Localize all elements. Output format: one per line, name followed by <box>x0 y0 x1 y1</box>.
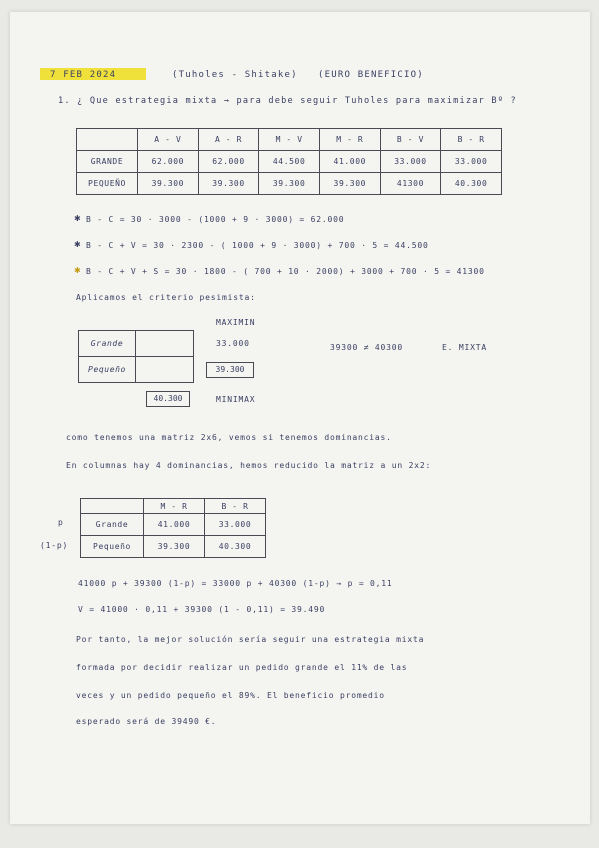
row-label: Pequeño <box>79 357 136 383</box>
formula-line: B - C = 30 · 3000 - (1000 + 9 · 3000) = 62.000 <box>86 215 345 224</box>
table-header-cell: M - V <box>259 129 320 151</box>
page-title: (Tuholes - Shitake) <box>172 70 298 80</box>
maximin-value-pequeno: 39.300 <box>206 362 254 378</box>
minimax-label: MINIMAX <box>216 395 256 404</box>
maximin-value-grande: 33.000 <box>216 339 250 348</box>
formula-line: B - C + V + S = 30 · 1800 - ( 700 + 10 · 2000) + 3000 + 700 · 5 = 41300 <box>86 267 485 276</box>
table-cell: 44.500 <box>259 151 320 173</box>
maximin-label: MAXIMIN <box>216 318 256 327</box>
formula-line: B - C + V = 30 · 2300 - ( 1000 + 9 · 3000) + 700 · 5 = 44.500 <box>86 241 429 250</box>
table-cell: 33.000 <box>441 151 502 173</box>
criterion-intro: Aplicamos el criterio pesimista: <box>76 293 256 302</box>
pesimista-table <box>78 330 194 383</box>
table-header-cell: M - R <box>144 499 205 514</box>
table-cell <box>136 357 194 383</box>
dominance-line: como tenemos una matriz 2x6, vemos si tenemos dominancias. <box>66 433 392 442</box>
table-row <box>77 151 502 173</box>
table-row <box>79 331 194 357</box>
table-cell <box>136 331 194 357</box>
conclusion-line: esperado será de 39490 €. <box>76 717 217 726</box>
row-label: GRANDE <box>77 151 138 173</box>
page-subtitle: (EURO BENEFICIO) <box>318 70 424 80</box>
table-row <box>81 536 266 558</box>
table-header-cell: B - R <box>205 499 266 514</box>
equation-line: V = 41000 · 0,11 + 39300 (1 - 0,11) = 39.490 <box>78 605 326 614</box>
table-cell: 39.300 <box>259 173 320 195</box>
star-marker: ✱ <box>74 240 81 249</box>
row-label: Grande <box>79 331 136 357</box>
table-cell: 62.000 <box>198 151 259 173</box>
strategy-result: E. MIXTA <box>442 343 487 352</box>
prob-label-1-p: (1-p) <box>40 541 69 550</box>
table-cell: 40.300 <box>441 173 502 195</box>
equation-line: 41000 p + 39300 (1-p) = 33000 p + 40300 (1-p) → p = 0,11 <box>78 579 393 588</box>
table-header-cell: M - R <box>319 129 380 151</box>
conclusion-line: formada por decidir realizar un pedido grande el 11% de las <box>76 663 408 672</box>
prob-label-p: p <box>58 518 64 527</box>
table-cell: 62.000 <box>138 151 199 173</box>
table-header-cell: A - R <box>198 129 259 151</box>
conclusion-line: Por tanto, la mejor solución sería seguir una estrategia mixta <box>76 635 425 644</box>
star-marker: ✱ <box>74 214 81 223</box>
table-row <box>79 357 194 383</box>
table-header-cell: B - R <box>441 129 502 151</box>
star-marker: ✱ <box>74 266 81 275</box>
table-cell: 39.300 <box>198 173 259 195</box>
table-cell: 39.300 <box>144 536 205 558</box>
table-row <box>77 173 502 195</box>
table-header-cell <box>77 129 138 151</box>
row-label: Pequeño <box>81 536 144 558</box>
table-header-cell: A - V <box>138 129 199 151</box>
table-cell: 33.000 <box>380 151 441 173</box>
question: 1. ¿ Que estrategia mixta → para debe seguir Tuholes para maximizar Bº ? <box>58 96 517 106</box>
table-cell: 41300 <box>380 173 441 195</box>
table-cell: 41.000 <box>319 151 380 173</box>
payoff-table <box>76 128 502 195</box>
table-cell: 39.300 <box>319 173 380 195</box>
conclusion-line: veces y un pedido pequeño el 89%. El beneficio promedio <box>76 691 385 700</box>
table-cell: 40.300 <box>205 536 266 558</box>
row-label: Grande <box>81 514 144 536</box>
table-header-cell: B - V <box>380 129 441 151</box>
table-cell: 39.300 <box>138 173 199 195</box>
reduced-table <box>80 498 266 558</box>
minimax-value: 40.300 <box>146 391 190 407</box>
table-cell: 41.000 <box>144 514 205 536</box>
table-header-cell <box>81 499 144 514</box>
table-row <box>81 514 266 536</box>
date: 7 FEB 2024 <box>50 70 117 80</box>
comparison: 39300 ≠ 40300 <box>330 343 404 352</box>
dominance-line: En columnas hay 4 dominancias, hemos reducido la matriz a un 2x2: <box>66 461 432 470</box>
table-cell: 33.000 <box>205 514 266 536</box>
row-label: PEQUEÑO <box>77 173 138 195</box>
